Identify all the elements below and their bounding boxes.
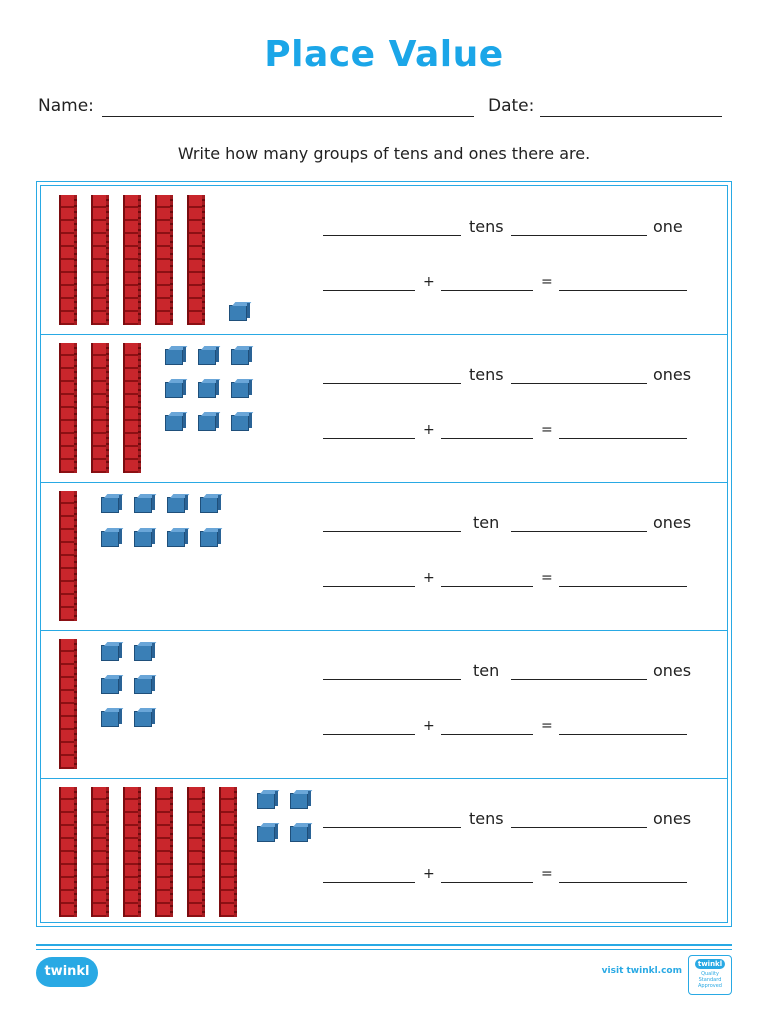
unit-cube-icon [257,793,275,809]
equals-sign: = [541,718,553,734]
unit-cube-icon [231,349,249,365]
unit-cube-icon [200,497,218,513]
unit-cube-icon [134,711,152,727]
exercise-row [41,187,727,335]
name-date-row [38,96,728,122]
unit-cube-icon [200,531,218,547]
plus-sign: + [423,570,435,586]
addend-ones-field[interactable] [441,438,533,439]
date-field[interactable] [540,116,722,117]
base-ten-rod-icon [59,787,77,917]
plus-sign: + [423,422,435,438]
base-ten-rod-icon [59,343,77,473]
plus-sign: + [423,866,435,882]
ones-answer-field[interactable] [511,235,647,236]
unit-cube-icon [167,497,185,513]
ones-answer-field[interactable] [511,531,647,532]
name-field[interactable] [102,116,474,117]
plus-sign: + [423,718,435,734]
ones-answer-field[interactable] [511,679,647,680]
unit-cube-icon [101,497,119,513]
addend-tens-field[interactable] [323,290,415,291]
base-ten-rod-icon [123,195,141,325]
plus-sign: + [423,274,435,290]
name-label: Name: [38,96,94,116]
ones-word: ones [653,365,692,384]
exercise-row [41,779,727,927]
row-divider [41,778,727,779]
unit-cube-icon [198,382,216,398]
tens-word: ten [473,661,500,680]
footer-divider-thin [36,949,732,950]
base-ten-rod-icon [123,787,141,917]
unit-cube-icon [134,531,152,547]
unit-cube-icon [257,826,275,842]
total-field[interactable] [559,586,687,587]
tens-word: tens [469,809,504,828]
date-label: Date: [488,96,535,116]
twinkl-logo: twinkl [36,957,98,987]
addend-ones-field[interactable] [441,290,533,291]
footer-divider [36,944,732,946]
total-field[interactable] [559,290,687,291]
ones-word: ones [653,513,692,532]
unit-cube-icon [101,531,119,547]
total-field[interactable] [559,734,687,735]
exercise-row [41,631,727,779]
base-ten-rod-icon [91,787,109,917]
base-ten-rod-icon [91,343,109,473]
badge-logo: twinkl [695,959,725,969]
addend-tens-field[interactable] [323,882,415,883]
base-ten-rod-icon [59,639,77,769]
base-ten-rod-icon [91,195,109,325]
tens-answer-field[interactable] [323,679,461,680]
addend-ones-field[interactable] [441,882,533,883]
ones-word: ones [653,809,692,828]
tens-answer-field[interactable] [323,827,461,828]
equals-sign: = [541,866,553,882]
unit-cube-icon [165,415,183,431]
base-ten-rod-icon [59,195,77,325]
tens-word: ten [473,513,500,532]
unit-cube-icon [290,793,308,809]
exercise-panel-inner [40,185,728,923]
exercise-row [41,335,727,483]
equals-sign: = [541,274,553,290]
unit-cube-icon [134,678,152,694]
badge-text: Quality Standard Approved [698,971,722,989]
unit-cube-icon [198,415,216,431]
addend-ones-field[interactable] [441,586,533,587]
base-ten-rod-icon [187,195,205,325]
row-divider [41,482,727,483]
page-title: Place Value [264,34,504,75]
unit-cube-icon [231,382,249,398]
unit-cube-icon [198,349,216,365]
ones-word: ones [653,661,692,680]
total-field[interactable] [559,882,687,883]
unit-cube-icon [101,711,119,727]
ones-answer-field[interactable] [511,827,647,828]
ones-answer-field[interactable] [511,383,647,384]
unit-cube-icon [165,349,183,365]
quality-badge [688,955,732,995]
base-ten-rod-icon [187,787,205,917]
unit-cube-icon [290,826,308,842]
unit-cube-icon [167,531,185,547]
unit-cube-icon [165,382,183,398]
row-divider [41,334,727,335]
instruction-text: Write how many groups of tens and ones there are. [177,144,591,163]
tens-answer-field[interactable] [323,235,461,236]
row-divider [41,630,727,631]
equals-sign: = [541,422,553,438]
addend-tens-field[interactable] [323,438,415,439]
base-ten-rod-icon [123,343,141,473]
exercise-row [41,483,727,631]
addend-tens-field[interactable] [323,734,415,735]
total-field[interactable] [559,438,687,439]
exercise-panel [36,181,732,927]
unit-cube-icon [134,497,152,513]
addend-ones-field[interactable] [441,734,533,735]
base-ten-rod-icon [59,491,77,621]
unit-cube-icon [231,415,249,431]
tens-word: tens [469,217,504,236]
equals-sign: = [541,570,553,586]
tens-answer-field[interactable] [323,383,461,384]
unit-cube-icon [101,678,119,694]
unit-cube-icon [229,305,247,321]
addend-tens-field[interactable] [323,586,415,587]
unit-cube-icon [101,645,119,661]
visit-link[interactable]: visit twinkl.com [601,966,682,976]
base-ten-rod-icon [219,787,237,917]
base-ten-rod-icon [155,195,173,325]
base-ten-rod-icon [155,787,173,917]
ones-word: one [653,217,683,236]
tens-answer-field[interactable] [323,531,461,532]
tens-word: tens [469,365,504,384]
unit-cube-icon [134,645,152,661]
